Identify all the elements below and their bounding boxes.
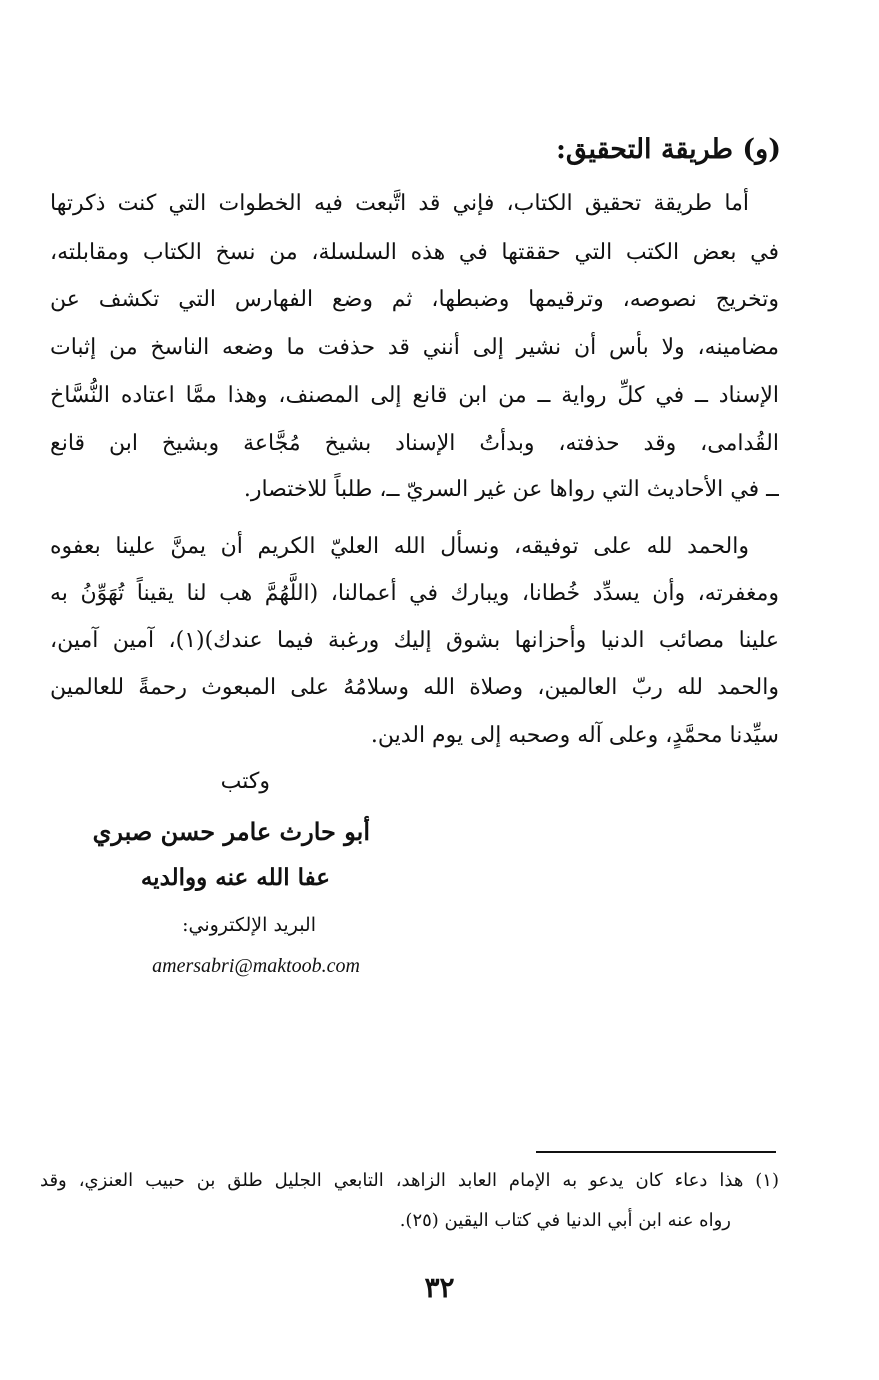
paragraph-line: الإسناد ــ في كلِّ رواية ــ من ابن قانع إلى المصنف، وهذا ممَّا اعتاده النُّسَّاخ [50,383,779,408]
paragraph-line: في بعض الكتب التي حققتها في هذه السلسلة، من نسخ الكتاب ومقابلته، [50,240,779,265]
paragraph-line: والحمد لله ربّ العالمين، وصلاة الله وسلامُهُ على المبعوث رحمةً للعالمين [50,675,779,700]
footnote-divider [536,1151,776,1153]
paragraph-line: علينا مصائب الدنيا وأحزانها بشوق إليك ورغبة فيما عندك)(١)، آمين آمين، [50,628,779,653]
author-name: أبو حارث عامر حسن صبري [92,817,370,846]
footnote-line: رواه عنه ابن أبي الدنيا في كتاب اليقين (٢٥). [399,1210,731,1231]
paragraph-line: مضامينه، ولا بأس أن نشير إلى أنني قد حذفت ما وضعه الناسخ من إثبات [50,335,779,360]
paragraph-line: القُدامى، وقد حذفته، وبدأتُ الإسناد بشيخ مُجَّاعة وبشيخ ابن قانع [50,431,779,456]
paragraph-line: والحمد لله على توفيقه، ونسأل الله العليّ الكريم أن يمنَّ علينا بعفوه [50,534,749,559]
email-address: amersabri@maktoob.com [152,955,360,977]
paragraph-line: وتخريج نصوصه، وترقيمها وضبطها، ثم وضع الفهارس التي تكشف عن [50,287,779,312]
signature-verb: وكتب [220,769,270,794]
paragraph-line: سيِّدنا محمَّدٍ، وعلى آله وصحبه إلى يوم الدين. [370,723,779,748]
email-label: البريد الإلكتروني: [182,914,316,936]
footnote-line: (١) هذا دعاء كان يدعو به الإمام العابد الزاهد، التابعي الجليل طلق بن حبيب العنزي، وقد [40,1170,779,1191]
paragraph-line: ــ في الأحاديث التي رواها عن غير السريّ ــ، طلباً للاختصار. [243,477,779,502]
author-prayer: عفا الله عنه ووالديه [140,864,330,891]
page-number: ٣٢ [424,1271,455,1304]
section-heading: (و) طريقة التحقيق: [555,134,781,165]
paragraph-line: أما طريقة تحقيق الكتاب، فإني قد اتَّبعت فيه الخطوات التي كنت ذكرتها [50,191,749,216]
paragraph-line: ومغفرته، وأن يسدِّد خُطانا، ويبارك في أعمالنا، (اللَّهُمَّ هب لنا يقيناً تُهَوِّنُ به [50,581,779,606]
